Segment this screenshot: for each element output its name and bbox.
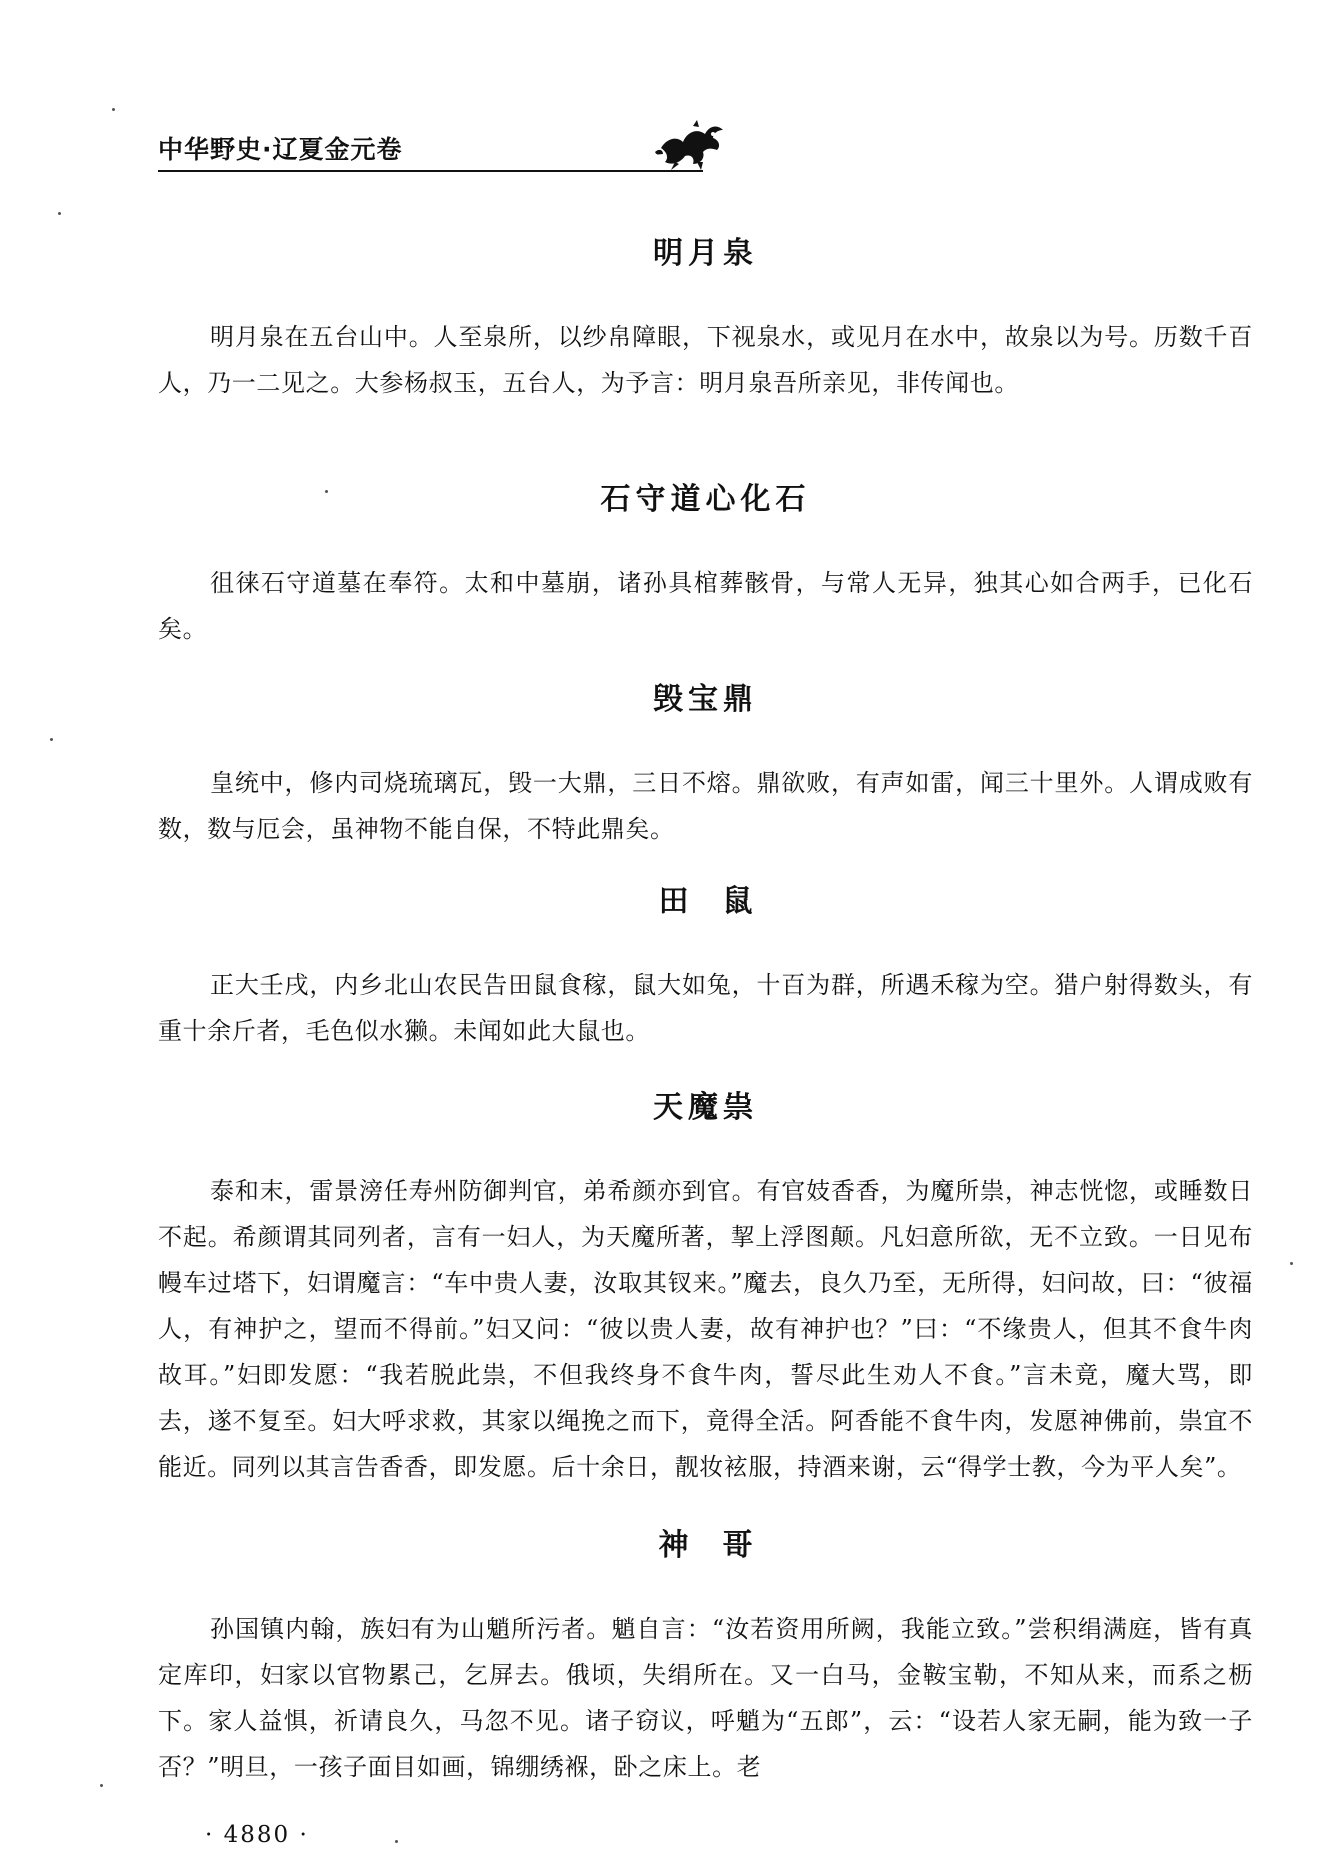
running-title: 中华野史·辽夏金元卷	[158, 135, 403, 164]
header-rule	[158, 170, 703, 172]
section-title: 石守道心化石	[600, 482, 811, 517]
section-body: 泰和末，雷景滂任寿州防御判官，弟希颜亦到官。有官妓香香，为魔所祟，神志恍惚，或睡数日不起。希颜谓其同列者，言有一妇人，为天魔所著，挈上浮图颠。凡妇意所欲，无不立致。一日见布幔车过塔下，妇谓魔言：“车中贵人妻，汝取其钗来。”魔去，良久乃至，无所得，妇问故，曰：“彼福人，有神护之，望而不得前。”妇又问：“彼以贵人妻，故有神护也？”曰：“不缘贵人，但其不食牛肉故耳。”妇即发愿：“我若脱此祟，不但我终身不食牛肉，誓尽此生劝人不食。”言未竟，魔大骂，即去，遂不复至。妇大呼求救，其家以绳挽之而下，竟得全活。阿香能不食牛肉，发愿神佛前，祟宜不能近。同列以其言告香香，即发愿。后十余日，靓妆袨服，持酒来谢，云“得学士教，今为平人矣”。	[158, 1177, 1253, 1481]
section-title: 田鼠	[658, 884, 787, 919]
section-title: 毁宝鼎	[653, 682, 758, 717]
dragon-ornament-icon	[653, 118, 727, 170]
scan-speck	[100, 1784, 103, 1787]
section-body: 正大壬戌，内乡北山农民告田鼠食稼，鼠大如兔，十百为群，所遇禾稼为空。猎户射得数头，有重十余斤者，毛色似水獭。未闻如此大鼠也。	[158, 971, 1253, 1045]
section-shenge	[158, 1524, 1253, 1790]
section-title: 明月泉	[653, 236, 758, 271]
section-huibaoding	[158, 678, 1253, 852]
section-body: 皇统中，修内司烧琉璃瓦，毁一大鼎，三日不熔。鼎欲败，有声如雷，闻三十里外。人谓成败有数，数与厄会，虽神物不能自保，不特此鼎矣。	[158, 769, 1253, 843]
scan-speck	[58, 212, 61, 215]
section-body: 明月泉在五台山中。人至泉所，以纱帛障眼，下视泉水，或见月在水中，故泉以为号。历数千百人，乃一二见之。大参杨叔玉，五台人，为予言：明月泉吾所亲见，非传闻也。	[158, 323, 1253, 397]
running-head	[158, 118, 703, 176]
section-tianshu	[158, 880, 1253, 1054]
scan-speck	[325, 490, 328, 493]
section-mingyuequan	[158, 232, 1253, 406]
section-title: 神哥	[658, 1528, 787, 1563]
section-title: 天魔祟	[653, 1090, 758, 1125]
scan-speck	[50, 738, 53, 741]
section-body: 孙国镇内翰，族妇有为山魈所污者。魈自言：“汝若资用所阙，我能立致。”尝积绢满庭，皆有真定库印，妇家以官物累己，乞屏去。俄顷，失绢所在。又一白马，金鞍宝勒，不知从来，而系之枥下。家人益惧，祈请良久，马忽不见。诸子窃议，呼魈为“五郎”，云：“设若人家无嗣，能为致一子否？”明旦，一孩子面目如画，锦绷绣褓，卧之床上。老	[158, 1615, 1253, 1781]
section-shishoudao	[158, 478, 1253, 652]
page-number: · 4880 ·	[205, 1822, 309, 1848]
scan-speck	[1290, 1262, 1293, 1265]
scan-speck	[395, 1840, 398, 1843]
scan-speck	[112, 108, 115, 111]
section-body: 徂徕石守道墓在奉符。太和中墓崩，诸孙具棺葬骸骨，与常人无异，独其心如合两手，已化石矣。	[158, 569, 1253, 643]
section-tianmosui	[158, 1086, 1253, 1490]
